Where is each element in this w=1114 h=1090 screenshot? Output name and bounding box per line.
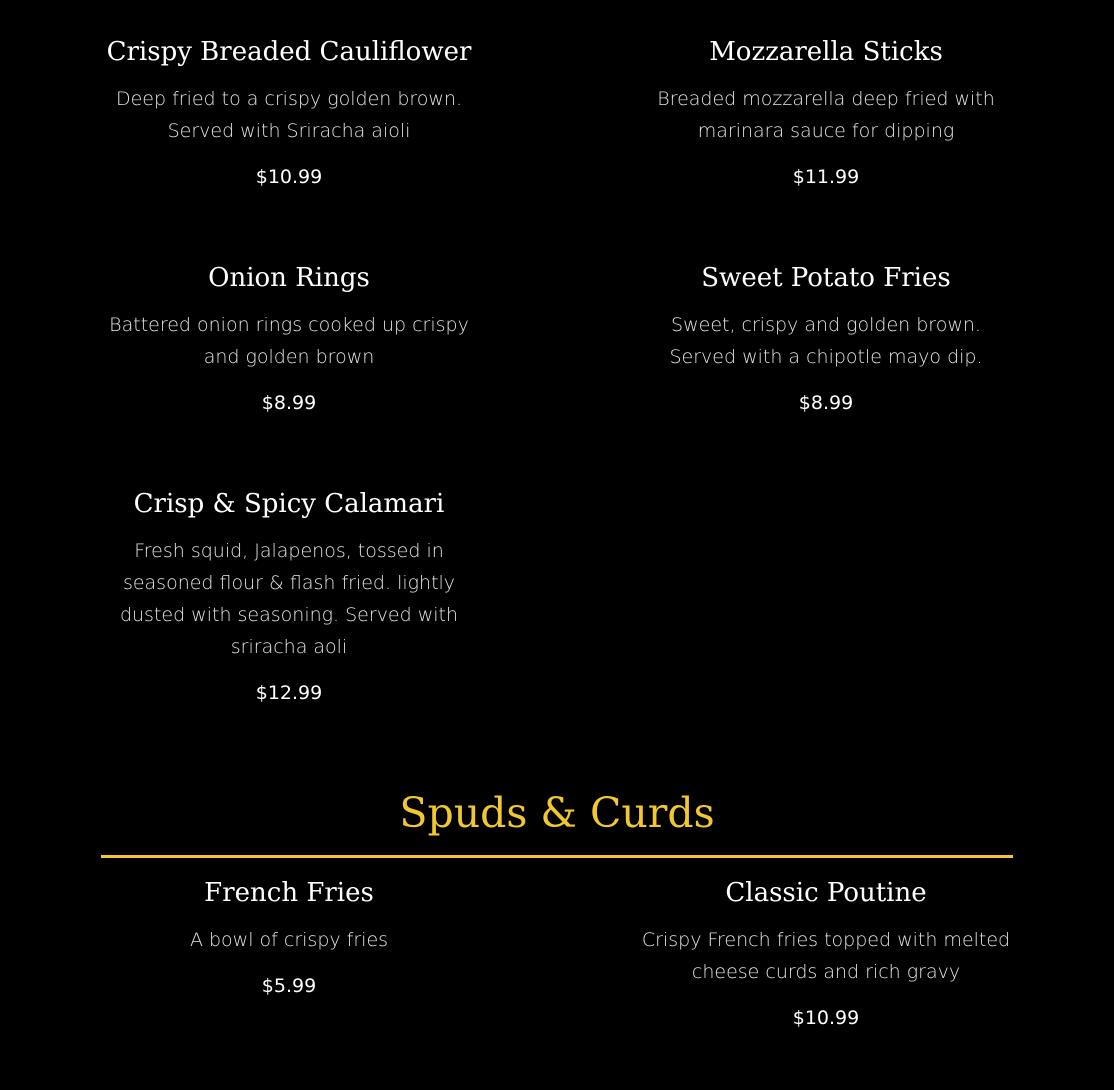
menu-item-crispy-breaded-cauliflower — [100, 36, 478, 189]
item-description: A bowl of crispy fries — [189, 929, 389, 951]
menu-item-sweet-potato-fries — [637, 262, 1015, 415]
menu-item-classic-poutine — [637, 877, 1015, 1030]
item-name: Crisp & Spicy Calamari — [133, 489, 445, 519]
item-name: Onion Rings — [208, 263, 370, 293]
menu-item-onion-rings — [100, 262, 478, 415]
section-divider — [101, 855, 1013, 858]
item-description: Sweet, crispy and golden brown. Served with a chipotle mayo dip. — [669, 314, 983, 368]
item-price: $5.99 — [261, 975, 317, 997]
item-price: $12.99 — [255, 682, 323, 704]
item-price: $10.99 — [255, 166, 323, 188]
item-price: $8.99 — [798, 392, 854, 414]
item-name: Sweet Potato Fries — [701, 263, 951, 293]
item-description: Deep fried to a crispy golden brown. Served with Sriracha aioli — [115, 88, 463, 142]
item-name: Crispy Breaded Cauliflower — [106, 37, 472, 67]
item-price: $8.99 — [261, 392, 317, 414]
item-name: Mozzarella Sticks — [709, 37, 943, 67]
item-description: Battered onion rings cooked up crispy and golden brown — [109, 314, 469, 368]
item-description: Breaded mozzarella deep fried with marinara sauce for dipping — [657, 88, 995, 142]
item-name: Classic Poutine — [725, 878, 927, 908]
item-description: Fresh squid, Jalapenos, tossed in seasoned flour & flash fried. lightly dusted with seasoning. Served with sriracha aoli — [119, 540, 459, 658]
item-price: $11.99 — [792, 166, 860, 188]
menu-item-french-fries — [100, 877, 478, 998]
menu-item-mozzarella-sticks — [637, 36, 1015, 189]
item-description: Crispy French fries topped with melted cheese curds and rich gravy — [641, 929, 1011, 983]
section-title: Spuds & Curds — [399, 789, 715, 837]
item-name: French Fries — [204, 878, 374, 908]
menu-item-crisp-spicy-calamari — [100, 488, 478, 705]
item-price: $10.99 — [792, 1007, 860, 1029]
